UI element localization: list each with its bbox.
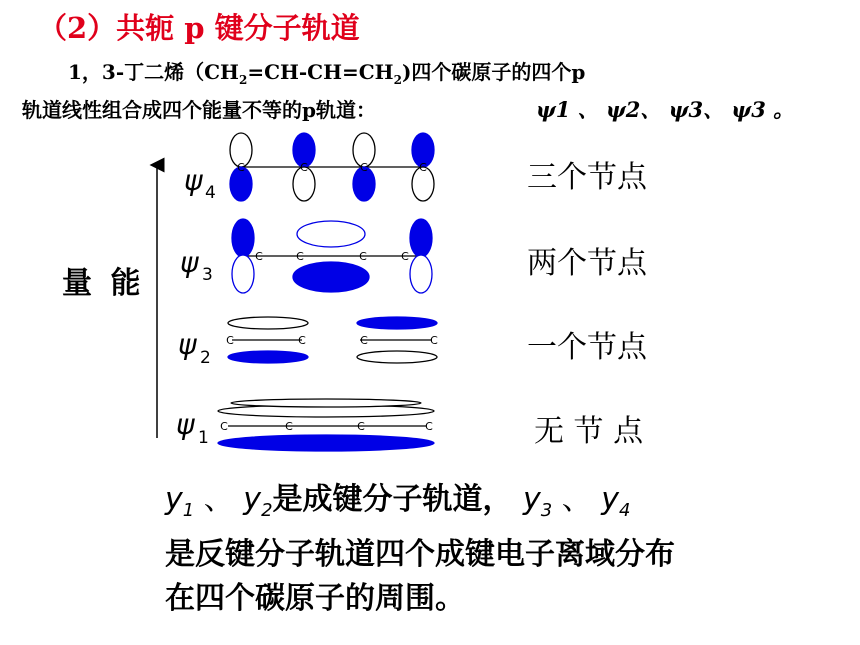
- psi-2: ψ2: [606, 97, 641, 122]
- atom-c: C: [357, 420, 365, 433]
- atom-c: C: [360, 334, 368, 347]
- separator: 、: [194, 482, 244, 517]
- psi-label-2: [178, 328, 211, 368]
- separator: 、: [703, 97, 725, 122]
- orbital-psi4: [230, 133, 434, 201]
- intro-line-2: 轨道线性组合成四个能量不等的p轨道：: [22, 98, 376, 122]
- psi-1: ψ1: [536, 97, 571, 122]
- atom-c: C: [298, 334, 306, 347]
- atom-c: C: [255, 250, 263, 263]
- psi-label-3: [180, 246, 213, 285]
- atom-c: C: [359, 250, 367, 263]
- y3-symbol: $y_3$: [522, 482, 553, 521]
- atom-c: C: [360, 161, 368, 174]
- psi-label-1: [176, 408, 209, 448]
- summary-line-1: [165, 478, 805, 533]
- nodes-label-psi2: 一个节点: [527, 330, 647, 365]
- svg-text:ψ: ψ: [176, 408, 195, 441]
- psi-3: ψ3: [668, 97, 704, 122]
- atom-c: C: [226, 334, 234, 347]
- atom-c: C: [430, 334, 438, 347]
- svg-text:1: 1: [198, 428, 209, 448]
- atom-c: C: [220, 420, 228, 433]
- bonding-text: 是成键分子轨道，: [272, 482, 513, 517]
- subscript: 2: [393, 73, 402, 87]
- atom-c: C: [425, 420, 433, 433]
- nodes-label-psi4: 三个节点: [527, 160, 647, 195]
- atom-c: C: [237, 161, 245, 174]
- orbital-psi1: [218, 399, 434, 451]
- separator: 、: [577, 97, 599, 122]
- intro-text-c: )四个碳原子的四个p: [401, 60, 586, 84]
- atom-c: C: [300, 161, 308, 174]
- summary-line-2: 是反键分子轨道四个成键电子离域分布: [165, 537, 675, 572]
- svg-text:ψ: ψ: [178, 328, 197, 361]
- svg-text:ψ: ψ: [184, 164, 203, 197]
- intro-text-a: 1，3-丁二烯（CH: [68, 60, 239, 84]
- summary-line-3: 在四个碳原子的周围。: [165, 581, 465, 616]
- separator: 、: [640, 97, 662, 122]
- y2-symbol: $y_2$: [243, 482, 273, 521]
- separator: 、: [552, 482, 602, 517]
- period: 。: [773, 97, 795, 122]
- nodes-label-psi3: 两个节点: [527, 246, 647, 281]
- atom-c: C: [285, 420, 293, 433]
- atom-c: C: [419, 161, 427, 174]
- section-title: （2）共轭 p 键分子轨道: [38, 11, 360, 45]
- summary-text: [165, 478, 805, 621]
- subscript: 2: [238, 73, 248, 87]
- svg-text:3: 3: [202, 265, 213, 285]
- y4-symbol: $y_4$: [601, 482, 631, 521]
- y1-symbol: $y_1$: [165, 482, 195, 521]
- atom-c: C: [401, 250, 409, 263]
- orbital-psi2: [228, 317, 437, 363]
- intro-text-b: =CH-CH=CH: [247, 60, 394, 84]
- psi-label-4: [184, 164, 216, 203]
- svg-text:4: 4: [205, 183, 216, 203]
- atom-c: C: [296, 250, 304, 263]
- energy-axis-label: 量 能: [62, 266, 145, 301]
- nodes-label-psi1: 无 节 点: [534, 414, 644, 449]
- psi-4: ψ3: [731, 97, 766, 122]
- svg-text:2: 2: [200, 348, 211, 368]
- svg-text:ψ: ψ: [180, 246, 199, 279]
